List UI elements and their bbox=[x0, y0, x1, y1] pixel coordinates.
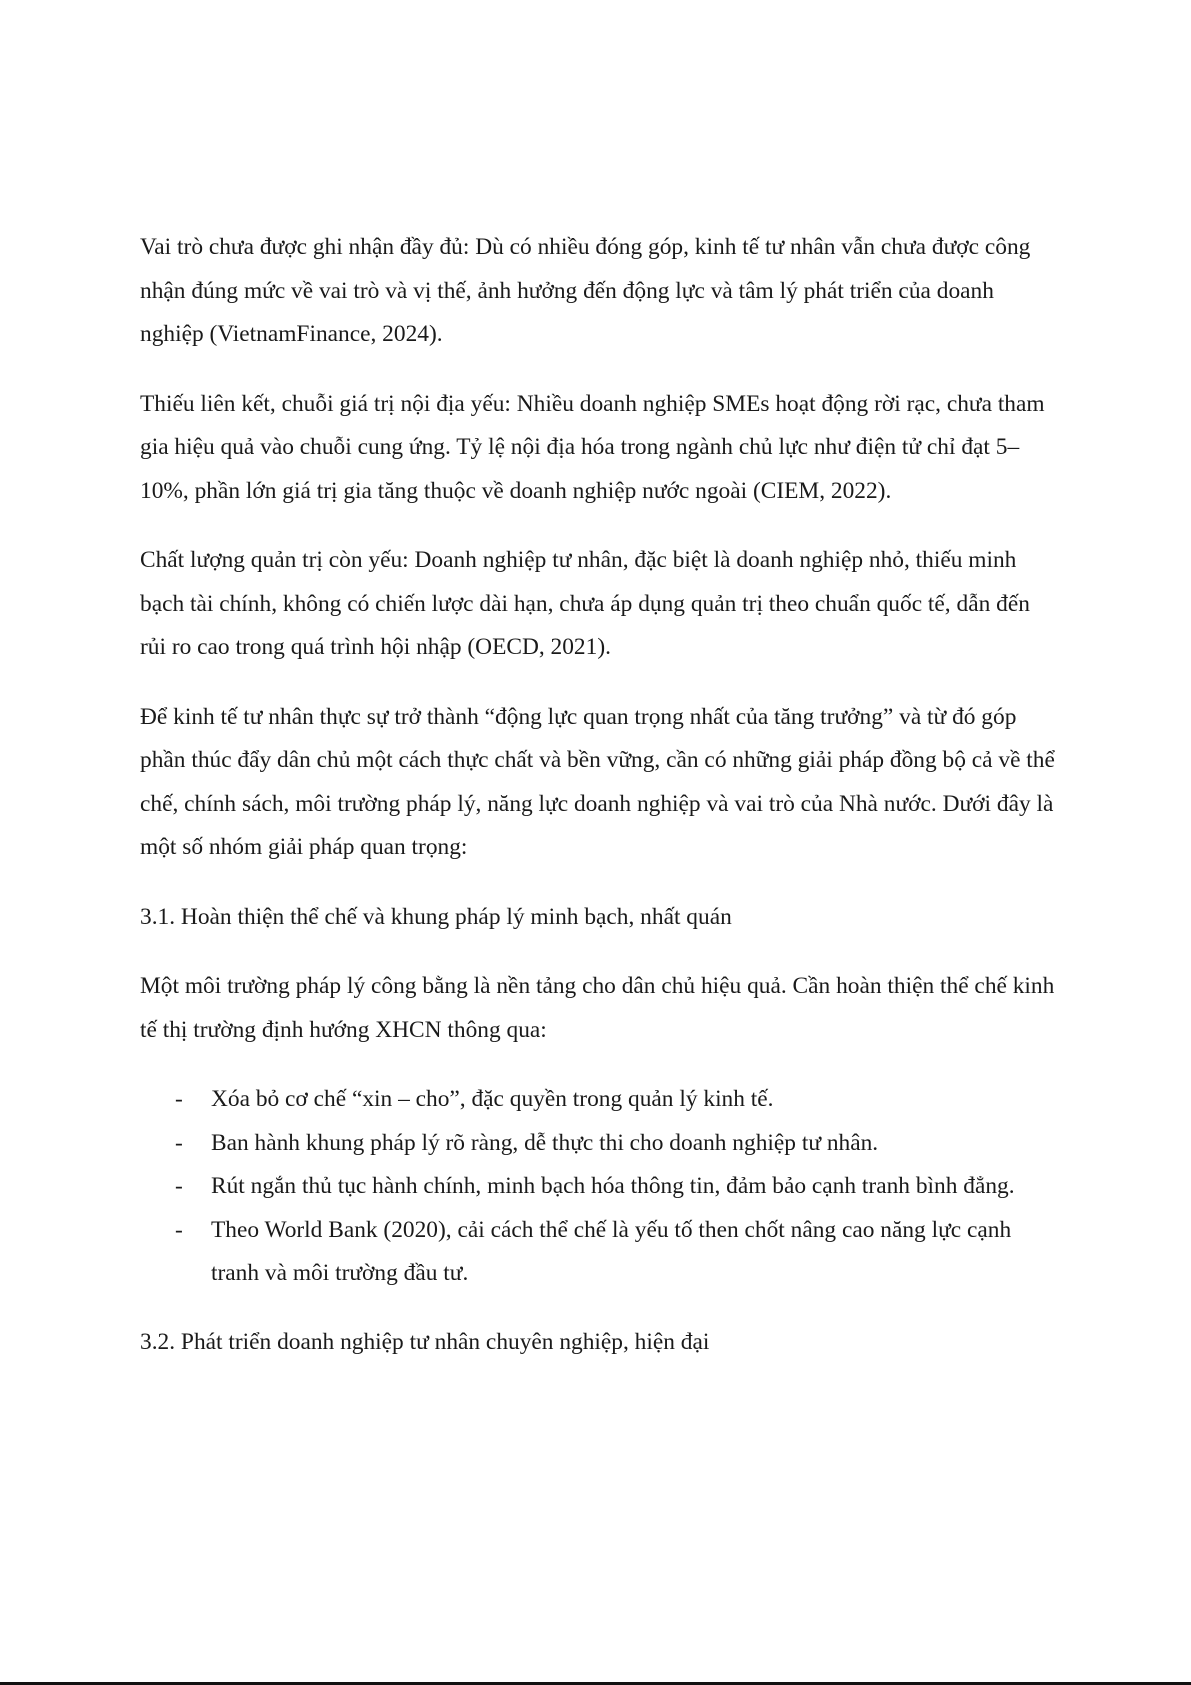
section-3-1-bullet-list bbox=[140, 1078, 1060, 1296]
list-item bbox=[140, 1209, 1060, 1296]
list-item bbox=[140, 1165, 1060, 1209]
paragraph-value-chain: Thiếu liên kết, chuỗi giá trị nội địa yếu: Nhiều doanh nghiệp SMEs hoạt động rời rạc, chưa tham gia hiệu quả vào chuỗi cung ứng. Tỷ lệ nội địa hóa trong ngành chủ lực như điện tử chỉ đạt 5–10%, phần lớn giá trị gia tăng thuộc về doanh nghiệp nước ngoài (CIEM, 2022). bbox=[140, 390, 1045, 504]
page-content bbox=[140, 226, 1060, 1390]
bullet-dash: - bbox=[175, 1216, 183, 1243]
section-heading-3-2: 3.2. Phát triển doanh nghiệp tư nhân chuyên nghiệp, hiện đại bbox=[140, 1328, 710, 1355]
list-item bbox=[140, 1122, 1060, 1166]
bullet-dash: - bbox=[175, 1173, 183, 1199]
bullet-dash: - bbox=[175, 1086, 183, 1112]
list-item-text: Rút ngắn thủ tục hành chính, minh bạch hóa thông tin, đảm bảo cạnh tranh bình đẳng. bbox=[211, 1173, 1015, 1199]
list-item bbox=[140, 1078, 1060, 1122]
paragraph-role-recognition: Vai trò chưa được ghi nhận đầy đủ: Dù có nhiều đóng góp, kinh tế tư nhân vẫn chưa được công nhận đúng mức về vai trò và vị thế, ảnh hưởng đến động lực và tâm lý phát triển của doanh nghiệp (VietnamFinance, 2024). bbox=[140, 234, 1031, 347]
paragraph-solutions-intro: Để kinh tế tư nhân thực sự trở thành “động lực quan trọng nhất của tăng trưởng” và từ đó góp phần thúc đẩy dân chủ một cách thực chất và bền vững, cần có những giải pháp đồng bộ cả về thể chế, chính sách, môi trường pháp lý, năng lực doanh nghiệp và vai trò của Nhà nước. Dưới đây là một số nhóm giải pháp quan trọng: bbox=[140, 703, 1055, 860]
paragraph-governance: Chất lượng quản trị còn yếu: Doanh nghiệp tư nhân, đặc biệt là doanh nghiệp nhỏ, thiếu minh bạch tài chính, không có chiến lược dài hạn, chưa áp dụng quản trị theo chuẩn quốc tế, dẫn đến rủi ro cao trong quá trình hội nhập (OECD, 2021). bbox=[140, 547, 1030, 660]
list-item-text: Theo World Bank (2020), cải cách thể chế là yếu tố then chốt nâng cao năng lực cạnh tranh và môi trường đầu tư. bbox=[211, 1216, 1012, 1286]
list-item-text: Xóa bỏ cơ chế “xin – cho”, đặc quyền trong quản lý kinh tế. bbox=[211, 1086, 774, 1112]
section-heading-3-1: 3.1. Hoàn thiện thể chế và khung pháp lý minh bạch, nhất quán bbox=[140, 903, 732, 930]
bullet-dash: - bbox=[175, 1129, 183, 1156]
section-3-1-intro: Một môi trường pháp lý công bằng là nền tảng cho dân chủ hiệu quả. Cần hoàn thiện thể chế kinh tế thị trường định hướng XHCN thông qua: bbox=[140, 973, 1055, 1043]
list-item-text: Ban hành khung pháp lý rõ ràng, dễ thực thi cho doanh nghiệp tư nhân. bbox=[211, 1129, 879, 1156]
